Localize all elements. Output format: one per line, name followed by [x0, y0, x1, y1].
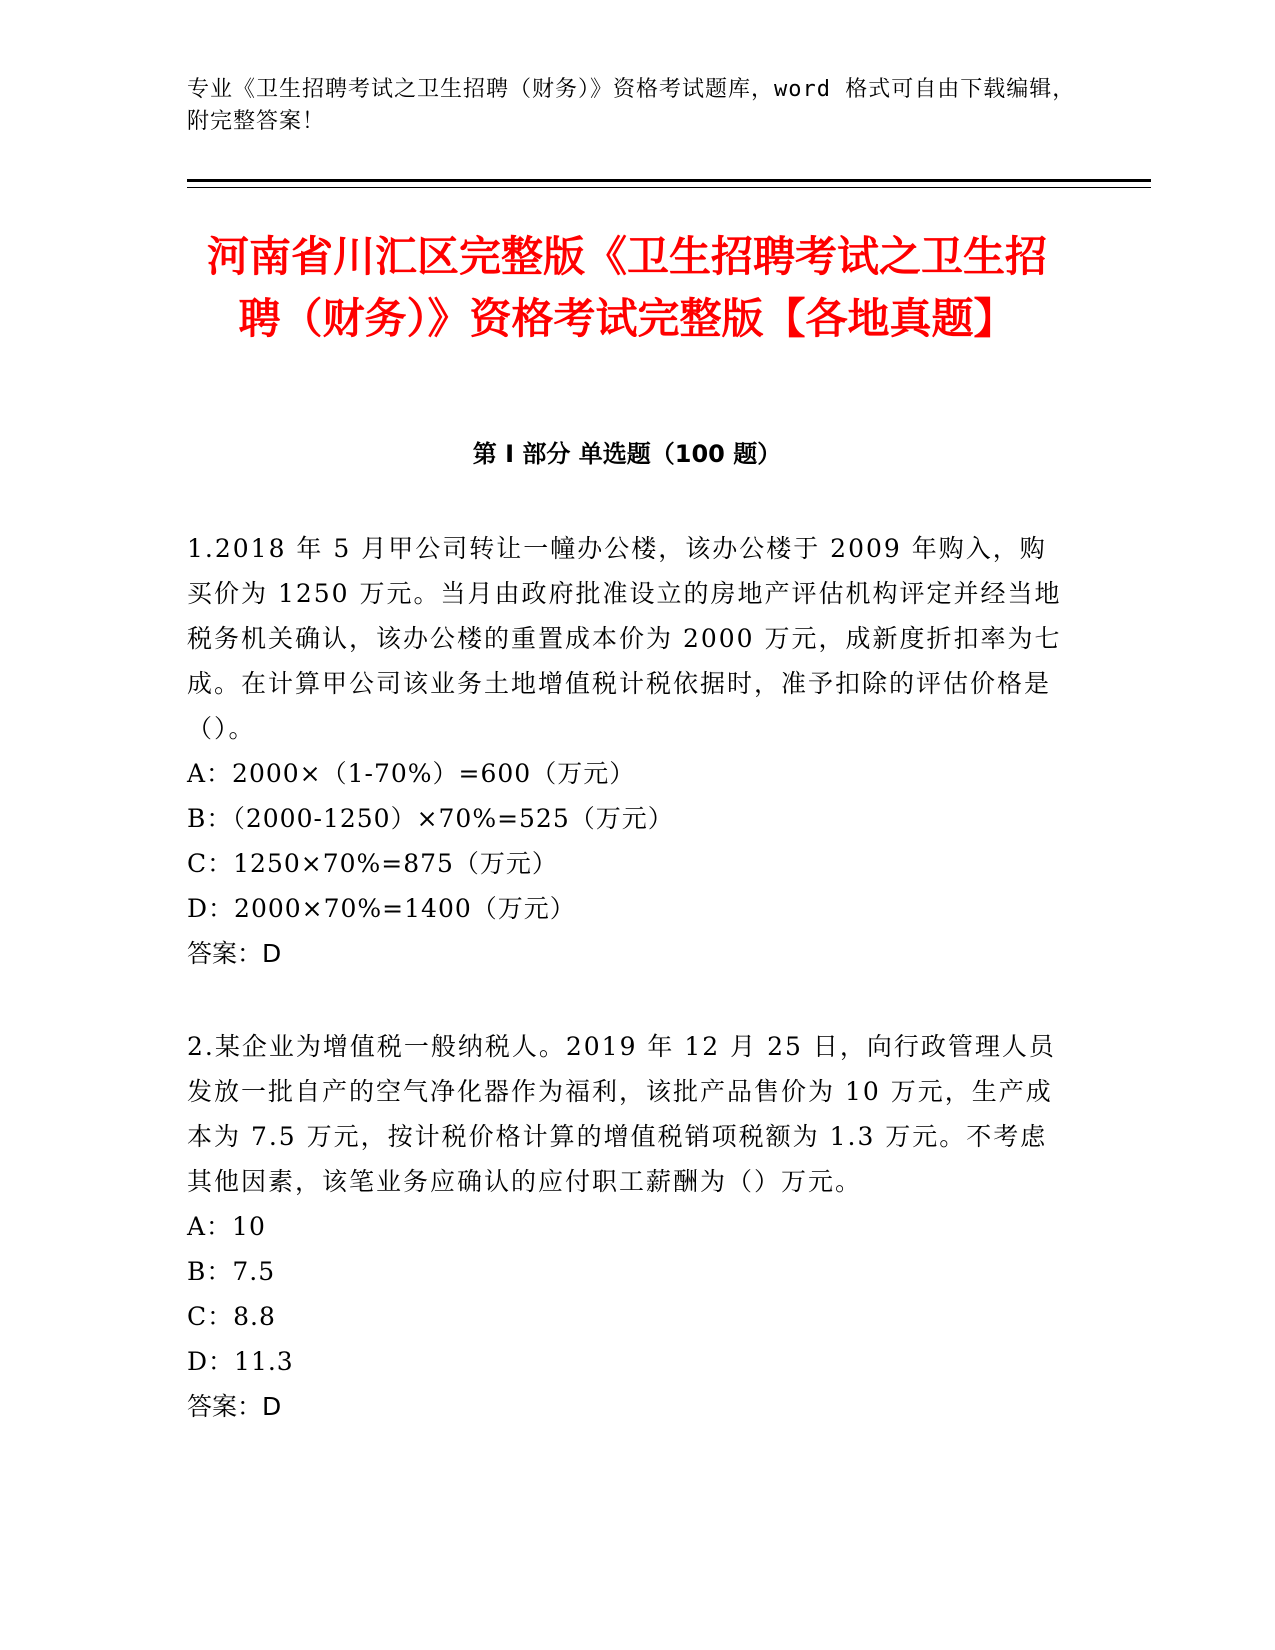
header-note: 专业《卫生招聘考试之卫生招聘（财务）》资格考试题库，word 格式可自由下载编辑，附完整答案！: [187, 77, 1076, 134]
question-2: [187, 1024, 1067, 1429]
question-stem: 1.2018 年 5 月甲公司转让一幢办公楼，该办公楼于 2009 年购入，购买价为 1250 万元。当月由政府批准设立的房地产评估机构评定并经当地税务机关确认，该办公楼的重置成本价为 2000 万元，成新度折扣率为七成。在计算甲公司该业务土地增值税计税依据时，准予扣除的评估价格是（）。: [187, 534, 1062, 743]
question-1: [187, 526, 1067, 976]
header-divider-thick: [187, 179, 1151, 182]
document-title: 河南省川汇区完整版《卫生招聘考试之卫生招聘（财务）》资格考试完整版【各地真题】: [206, 232, 1047, 343]
header-divider-thin: [187, 187, 1151, 188]
question-stem: 2.某企业为增值税一般纳税人。2019 年 12 月 25 日，向行政管理人员发放一批自产的空气净化器作为福利，该批产品售价为 10 万元，生产成本为 7.5 万元，按计税价格计算的增值税销项税额为 1.3 万元。不考虑其他因素，该笔业务应确认的应付职工薪酬为（）万元。: [187, 1032, 1056, 1196]
answer-line: 答案：D: [187, 1392, 282, 1421]
section-heading: 第 I 部分 单选题（100 题）: [472, 440, 782, 468]
option-a: A：2000×（1-70%）=600（万元）: [187, 759, 636, 788]
option-d: D：2000×70%=1400（万元）: [187, 894, 576, 923]
option-c: C：1250×70%=875（万元）: [187, 849, 558, 878]
option-d: D：11.3: [187, 1347, 294, 1376]
option-b: B：7.5: [187, 1257, 276, 1286]
option-c: C：8.8: [187, 1302, 276, 1331]
option-a: A：10: [187, 1212, 266, 1241]
answer-line: 答案：D: [187, 939, 282, 968]
option-b: B：（2000-1250）×70%=525（万元）: [187, 804, 674, 833]
